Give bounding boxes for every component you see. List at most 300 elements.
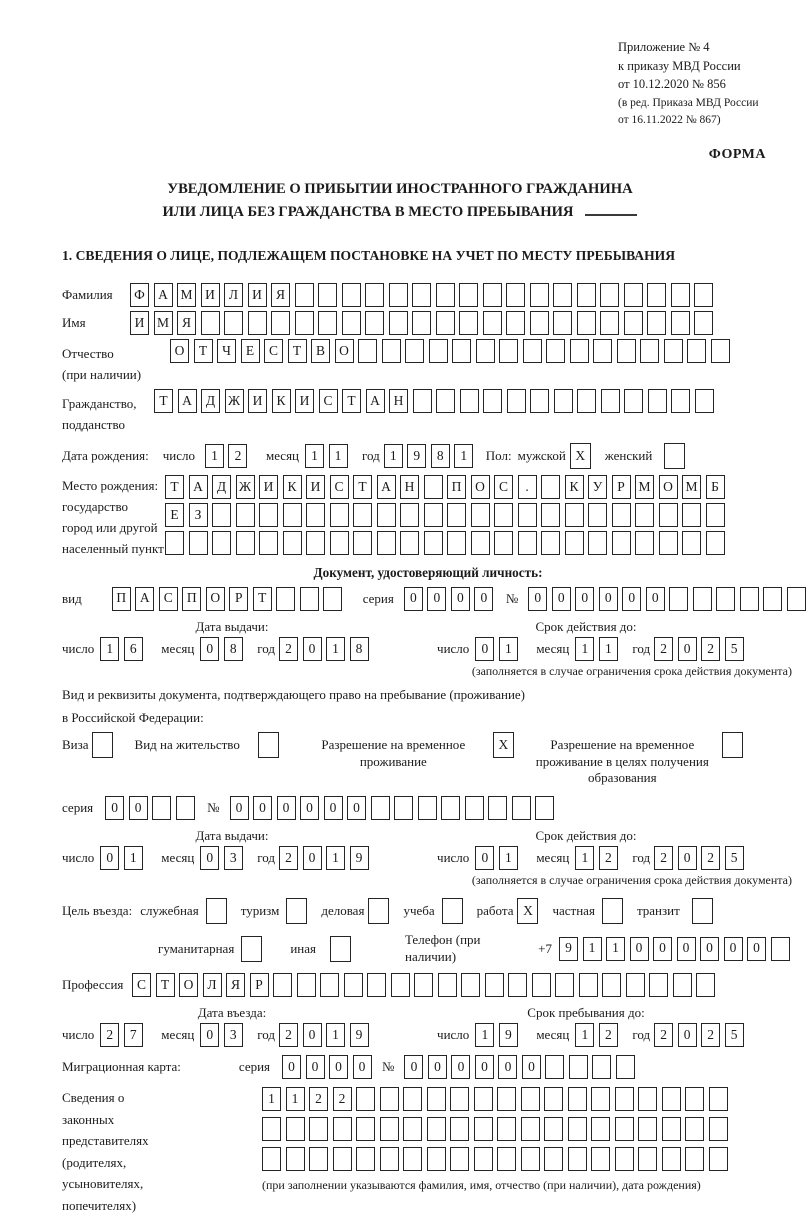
char-cell: 2 (654, 637, 673, 661)
char-cell (380, 1087, 399, 1111)
char-cell: 0 (404, 587, 423, 611)
char-cell (521, 1147, 540, 1171)
char-cell (518, 503, 537, 527)
name-label: Имя (62, 315, 86, 331)
char-cell[interactable]: 9 (407, 444, 426, 468)
char-cell (565, 531, 584, 555)
char-cell (412, 283, 431, 307)
char-cell (506, 311, 525, 335)
char-cell (568, 1087, 587, 1111)
profession-cells (132, 973, 720, 997)
char-cell (523, 339, 542, 363)
char-cell (635, 503, 654, 527)
char-cell: 0 (451, 1055, 470, 1079)
char-cell: 0 (622, 587, 641, 611)
char-cell (403, 1087, 422, 1111)
char-cell (626, 973, 645, 997)
month-label: месяц (536, 640, 570, 656)
char-cell (459, 283, 478, 307)
char-cell (382, 339, 401, 363)
char-cell (588, 503, 607, 527)
char-cell: А (178, 389, 197, 413)
option-visa-checkbox[interactable] (92, 732, 113, 758)
stay-until-label: Срок пребывания до: (527, 1004, 645, 1020)
legal-reps-label-line: усыновителях, (62, 1176, 144, 1192)
char-cell: 7 (124, 1023, 143, 1047)
char-cell: 0 (646, 587, 665, 611)
char-cell (494, 531, 513, 555)
valid-until-label: Срок действия до: (535, 828, 637, 844)
char-cell (535, 796, 554, 820)
surname-row (62, 283, 794, 307)
char-cell: И (201, 283, 220, 307)
char-cell: Л (203, 973, 222, 997)
char-cell (662, 1117, 681, 1141)
char-cell (693, 587, 712, 611)
char-cell: 0 (522, 1055, 541, 1079)
title-blank-line (585, 203, 637, 216)
char-cell: 9 (350, 1023, 369, 1047)
sex-male-checkbox[interactable]: X (570, 443, 591, 469)
char-cell (648, 389, 667, 413)
char-cell[interactable]: 8 (431, 444, 450, 468)
char-cell: 2 (654, 1023, 673, 1047)
char-cell[interactable] (771, 937, 790, 961)
legal-reps-label-line: представителях (62, 1133, 149, 1149)
char-cell (669, 587, 688, 611)
option-temp-residence-checkbox[interactable]: X (493, 732, 514, 758)
char-cell (685, 1087, 704, 1111)
char-cell (201, 311, 220, 335)
char-cell (295, 311, 314, 335)
char-cell (438, 973, 457, 997)
char-cell (323, 587, 342, 611)
char-cell[interactable]: 0 (724, 937, 743, 961)
char-cell: А (366, 389, 385, 413)
legal-reps-label-line: (родителях, (62, 1154, 127, 1170)
char-cell: П (112, 587, 131, 611)
char-cell: 0 (498, 1055, 517, 1079)
char-cell (152, 796, 171, 820)
birthplace-label-line1: Место рождения: (62, 478, 159, 494)
char-cell: Т (288, 339, 307, 363)
char-cell (497, 1087, 516, 1111)
char-cell (521, 1117, 540, 1141)
char-cell (283, 503, 302, 527)
char-cell (330, 503, 349, 527)
purpose-official-checkbox[interactable] (206, 898, 227, 924)
option-residence-permit (135, 732, 279, 758)
char-cell: К (272, 389, 291, 413)
option-temp-residence-edu-checkbox[interactable] (722, 732, 743, 758)
char-cell: 0 (329, 1055, 348, 1079)
purpose-item-label: работа (476, 903, 514, 919)
identity-doc-title: Документ, удостоверяющий личность: (313, 565, 543, 581)
entry-year (279, 1023, 373, 1047)
char-cell (512, 796, 531, 820)
char-cell[interactable]: 1 (329, 444, 348, 468)
char-cell: 0 (347, 796, 366, 820)
identity-doc-row (62, 587, 794, 611)
char-cell (389, 311, 408, 335)
birthplace-block (62, 475, 794, 559)
char-cell: 2 (309, 1087, 328, 1111)
purpose-item-label: туризм (240, 903, 280, 919)
year-label: год (257, 640, 276, 656)
appendix-line: к приказу МВД России (618, 58, 741, 73)
appendix-block (618, 40, 796, 131)
purpose-private-checkbox[interactable] (602, 898, 623, 924)
form-title-line1: УВЕДОМЛЕНИЕ О ПРИБЫТИИ ИНОСТРАННОГО ГРАЖДАНИНА (167, 181, 633, 197)
char-cell[interactable]: 0 (653, 937, 672, 961)
char-cell (450, 1147, 469, 1171)
year-label: год (362, 448, 380, 464)
char-cell (740, 587, 759, 611)
char-cell: 0 (678, 1023, 697, 1047)
char-cell (662, 1087, 681, 1111)
char-cell (521, 1087, 540, 1111)
char-cell (588, 531, 607, 555)
char-cell: 0 (451, 587, 470, 611)
char-cell[interactable]: 0 (700, 937, 719, 961)
char-cell: 0 (253, 796, 272, 820)
doc-kind-label: вид (62, 590, 82, 606)
legal-reps-label-line: Сведения о (62, 1090, 125, 1106)
char-cell (671, 283, 690, 307)
purpose-study-checkbox[interactable] (442, 898, 463, 924)
char-cell: Т (156, 973, 175, 997)
birth-year-cells[interactable] (384, 444, 478, 468)
residence-doc-options (62, 732, 794, 786)
section1-title: 1. СВЕДЕНИЯ О ЛИЦЕ, ПОДЛЕЖАЩЕМ ПОСТАНОВКЕ НА УЧЕТ ПО МЕСТУ ПРЕБЫВАНИЯ (62, 248, 676, 264)
char-cell: А (154, 283, 173, 307)
char-cell (427, 1117, 446, 1141)
form-title-line2-wrap (0, 201, 800, 224)
char-cell (320, 973, 339, 997)
char-cell: 0 (552, 587, 571, 611)
char-cell: 1 (599, 637, 618, 661)
sex-female-label: женский (604, 448, 653, 464)
purpose-humanitarian-checkbox[interactable] (241, 936, 262, 962)
char-cell: 2 (279, 1023, 298, 1047)
char-cell: С (132, 973, 151, 997)
patronymic-label-line1: Отчество (62, 346, 114, 362)
char-cell (544, 1087, 563, 1111)
option-temp-residence-edu (530, 732, 743, 786)
char-cell: 1 (124, 846, 143, 870)
char-cell (356, 1087, 375, 1111)
char-cell: 0 (303, 637, 322, 661)
char-cell (403, 1147, 422, 1171)
char-cell[interactable]: 2 (228, 444, 247, 468)
sex-female-checkbox[interactable] (664, 443, 685, 469)
surname-label: Фамилия (62, 287, 113, 303)
char-cell: 1 (575, 846, 594, 870)
residence-issue-year (279, 846, 373, 870)
char-cell (459, 311, 478, 335)
residence-series-cells (105, 796, 199, 820)
char-cell (403, 1117, 422, 1141)
char-cell: А (189, 475, 208, 499)
char-cell (568, 1147, 587, 1171)
char-cell: 3 (224, 1023, 243, 1047)
char-cell (709, 1147, 728, 1171)
char-cell (450, 1087, 469, 1111)
char-cell (450, 1117, 469, 1141)
char-cell (696, 973, 715, 997)
char-cell (318, 311, 337, 335)
char-cell: Д (212, 475, 231, 499)
residence-series-label: серия (62, 800, 94, 816)
char-cell: 1 (575, 1023, 594, 1047)
char-cell (436, 389, 455, 413)
char-cell (577, 389, 596, 413)
char-cell: У (588, 475, 607, 499)
char-cell (471, 531, 490, 555)
char-cell (579, 973, 598, 997)
char-cell: 1 (575, 637, 594, 661)
char-cell: С (159, 587, 178, 611)
birth-day-cells[interactable] (205, 444, 252, 468)
char-cell[interactable]: 1 (583, 937, 602, 961)
char-cell (546, 339, 565, 363)
char-cell (295, 283, 314, 307)
char-cell: 8 (350, 637, 369, 661)
char-cell: И (259, 475, 278, 499)
char-cell[interactable]: 0 (630, 937, 649, 961)
form-label: ФОРМА (708, 147, 766, 162)
char-cell (577, 311, 596, 335)
char-cell (787, 587, 806, 611)
char-cell (236, 531, 255, 555)
char-cell (553, 283, 572, 307)
residence-doc-series-row (62, 796, 794, 820)
legal-reps-block (62, 1087, 794, 1216)
option-temp-residence-edu-label: Разрешение на временное проживание в целях получения образования (535, 737, 709, 785)
char-cell (508, 973, 527, 997)
char-cell (344, 973, 363, 997)
char-cell (427, 1087, 446, 1111)
char-cell (591, 1147, 610, 1171)
residence-issue-day (100, 846, 147, 870)
char-cell[interactable]: 1 (384, 444, 403, 468)
char-cell: М (154, 311, 173, 335)
char-cell: Н (400, 475, 419, 499)
char-cell (306, 503, 325, 527)
char-cell (600, 311, 619, 335)
char-cell: 2 (701, 637, 720, 661)
doc-number-cells (528, 587, 810, 611)
char-cell (577, 283, 596, 307)
identity-issue-group (62, 637, 373, 661)
char-cell (424, 475, 443, 499)
char-cell: 2 (100, 1023, 119, 1047)
char-cell (591, 1117, 610, 1141)
char-cell (276, 587, 295, 611)
char-cell (682, 531, 701, 555)
char-cell (286, 1147, 305, 1171)
char-cell (400, 503, 419, 527)
char-cell: 0 (129, 796, 148, 820)
char-cell (377, 503, 396, 527)
char-cell (497, 1117, 516, 1141)
char-cell: Р (229, 587, 248, 611)
purpose-item-transit (637, 898, 713, 924)
char-cell (271, 311, 290, 335)
char-cell (532, 973, 551, 997)
char-cell (506, 283, 525, 307)
char-cell (356, 1147, 375, 1171)
profession-label: Профессия (62, 976, 124, 992)
char-cell: 0 (230, 796, 249, 820)
char-cell: Д (201, 389, 220, 413)
entry-dates (62, 1023, 794, 1047)
char-cell (600, 283, 619, 307)
citizenship-label-line2: подданство (62, 417, 126, 433)
char-cell: 6 (124, 637, 143, 661)
char-cell (694, 283, 713, 307)
identity-issue-year (279, 637, 373, 661)
char-cell (685, 1147, 704, 1171)
char-cell: Я (177, 311, 196, 335)
purpose-business-checkbox[interactable] (368, 898, 389, 924)
char-cell (333, 1147, 352, 1171)
char-cell (541, 503, 560, 527)
char-cell: Т (194, 339, 213, 363)
residence-valid-group (437, 846, 748, 870)
char-cell (507, 389, 526, 413)
day-label: число (437, 850, 470, 866)
char-cell (518, 531, 537, 555)
month-label: месяц (536, 1027, 570, 1043)
char-cell (640, 339, 659, 363)
char-cell: 0 (678, 846, 697, 870)
char-cell: 1 (326, 637, 345, 661)
char-cell[interactable]: 9 (559, 937, 578, 961)
char-cell: К (565, 475, 584, 499)
month-label: месяц (536, 850, 570, 866)
char-cell: 0 (678, 637, 697, 661)
char-cell[interactable]: 0 (747, 937, 766, 961)
char-cell (318, 283, 337, 307)
char-cell: 0 (303, 846, 322, 870)
purpose-work-checkbox[interactable]: X (517, 898, 538, 924)
char-cell (664, 339, 683, 363)
char-cell (236, 503, 255, 527)
purpose-other-checkbox[interactable] (330, 936, 351, 962)
legal-reps-label-line: законных (62, 1111, 115, 1127)
char-cell (591, 1087, 610, 1111)
char-cell: О (170, 339, 189, 363)
patronymic-label-line2: (при наличии) (62, 367, 142, 383)
residence-number-cells (230, 796, 559, 820)
phone-cells[interactable] (559, 937, 794, 961)
char-cell (671, 389, 690, 413)
char-cell (638, 1117, 657, 1141)
char-cell: А (377, 475, 396, 499)
doc-series-cells (404, 587, 498, 611)
appendix-line: Приложение № 4 (618, 40, 710, 54)
form-title (0, 178, 800, 223)
identity-doc-dates (62, 637, 794, 661)
char-cell (649, 973, 668, 997)
char-cell (353, 503, 372, 527)
char-cell (427, 1147, 446, 1171)
char-cell (601, 389, 620, 413)
char-cell (615, 1117, 634, 1141)
char-cell: А (135, 587, 154, 611)
char-cell[interactable]: 1 (305, 444, 324, 468)
edition-line: от 16.11.2022 № 867) (618, 114, 721, 127)
purpose-row1 (62, 898, 794, 924)
char-cell (471, 503, 490, 527)
char-cell (259, 503, 278, 527)
char-cell (709, 1087, 728, 1111)
char-cell: 0 (300, 796, 319, 820)
char-cell (530, 311, 549, 335)
char-cell[interactable]: 1 (205, 444, 224, 468)
char-cell: И (295, 389, 314, 413)
char-cell (638, 1087, 657, 1111)
purpose-item-business (321, 898, 389, 924)
char-cell (353, 531, 372, 555)
birthplace-row3-cells (165, 531, 729, 555)
char-cell: Ж (225, 389, 244, 413)
char-cell: 1 (499, 637, 518, 661)
char-cell: 0 (306, 1055, 325, 1079)
stay-month (575, 1023, 622, 1047)
name-cells (130, 311, 718, 335)
char-cell: Ф (130, 283, 149, 307)
purpose-tourism-checkbox[interactable] (286, 898, 307, 924)
option-residence-permit-checkbox[interactable] (258, 732, 279, 758)
identity-doc-date-labels (62, 619, 794, 635)
char-cell[interactable]: 1 (454, 444, 473, 468)
char-cell (413, 389, 432, 413)
day-label: число (62, 1027, 95, 1043)
purpose-item-humanitarian (158, 936, 262, 962)
char-cell[interactable]: 1 (606, 937, 625, 961)
legal-reps-row3-cells (262, 1147, 732, 1171)
char-cell (461, 973, 480, 997)
char-cell (273, 973, 292, 997)
char-cell (615, 1087, 634, 1111)
char-cell (694, 311, 713, 335)
char-cell: Б (706, 475, 725, 499)
residence-limit-note: (заполняется в случае ограничения срока действия документа) (471, 873, 792, 888)
birth-month-cells[interactable] (305, 444, 352, 468)
char-cell (499, 339, 518, 363)
char-cell: 0 (599, 587, 618, 611)
legal-reps-row1-cells (262, 1087, 732, 1111)
year-label: год (257, 850, 276, 866)
char-cell[interactable]: 0 (677, 937, 696, 961)
char-cell (541, 531, 560, 555)
char-cell (545, 1055, 564, 1079)
char-cell (662, 1147, 681, 1171)
char-cell (541, 475, 560, 499)
residence-valid-month (575, 846, 622, 870)
char-cell (568, 1117, 587, 1141)
month-label: месяц (265, 448, 300, 464)
char-cell (592, 1055, 611, 1079)
char-cell (380, 1117, 399, 1141)
char-cell (474, 1087, 493, 1111)
phone-prefix: +7 (538, 940, 552, 956)
purpose-transit-checkbox[interactable] (692, 898, 713, 924)
migration-series-label: серия (238, 1059, 271, 1075)
year-label: год (632, 1027, 651, 1043)
